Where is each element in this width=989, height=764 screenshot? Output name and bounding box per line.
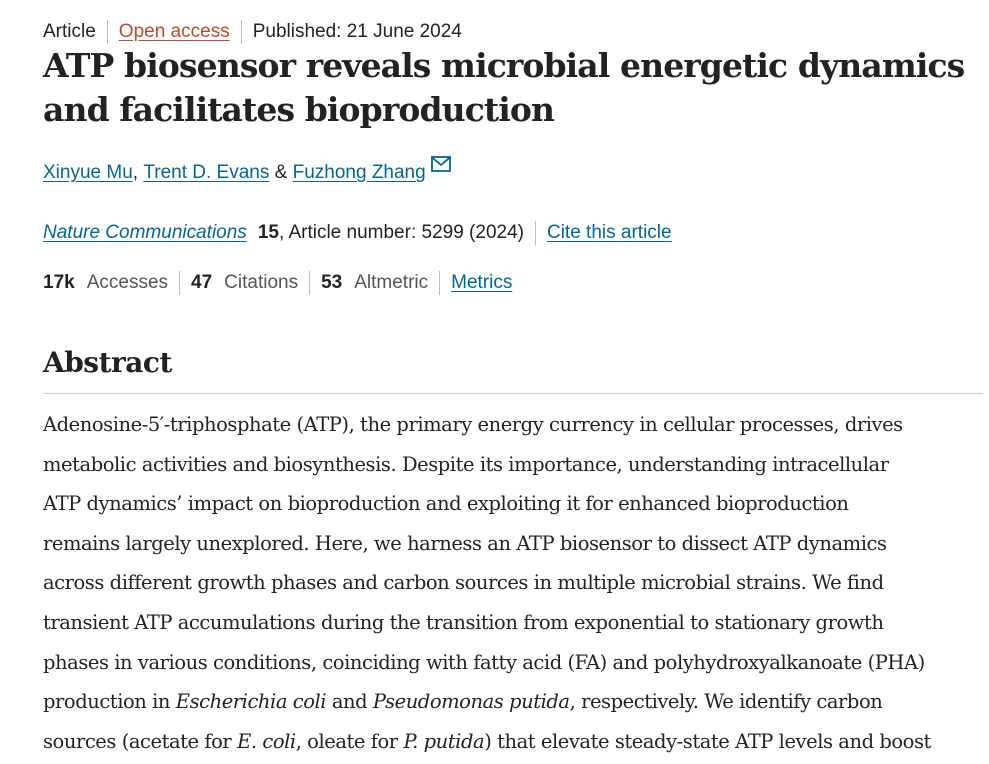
published-date: Published: 21 June 2024 [252,21,462,42]
journal-volume: 15 [257,222,279,243]
accesses-count: 17k [43,272,75,293]
divider [309,271,310,295]
open-access-link[interactable]: Open access [118,21,230,42]
cite-this-article-link[interactable]: Cite this article [546,222,672,243]
abstract-text-run: , respectively. We identify carbon [569,690,883,714]
divider [439,271,440,295]
corresponding-author-link[interactable]: Fuzhong Zhang [292,162,426,183]
divider [107,20,108,44]
abstract-text-run: production in [43,690,176,714]
article-title: ATP biosensor reveals microbial energetic dynamics and facilitates bioproduction [43,46,965,129]
citations-label: Citations [224,272,299,293]
species-name: E. coli [237,729,296,753]
article-meta [43,20,462,44]
abstract-heading: Abstract [43,346,172,379]
section-divider [43,393,983,394]
author-list [43,162,451,184]
article-number: , Article number: 5299 (2024) [278,222,524,243]
abstract-line: transient ATP accumulations during the transition from exponential to stationary growth [43,610,884,634]
species-name: Pseudomonas putida [372,690,570,714]
abstract-text-run: sources (acetate for [43,729,238,753]
abstract-line: ATP dynamics’ impact on bioproduction and exploiting it for enhanced bioproduction [43,492,849,516]
divider [179,271,180,295]
author-link[interactable]: Xinyue Mu [43,162,133,183]
abstract-line: remains largely unexplored. Here, we harness an ATP biosensor to dissect ATP dynamics [43,531,887,555]
species-name: P. putida [403,729,485,753]
species-name: Escherichia coli [175,690,327,714]
abstract-text-run: , oleate for [295,729,404,753]
abstract-line [43,722,978,762]
envelope-icon[interactable] [431,156,451,178]
abstract-text [43,405,978,761]
divider [535,221,536,245]
journal-link[interactable]: Nature Communications [43,222,247,243]
accesses-label: Accesses [86,272,169,293]
author-link[interactable]: Trent D. Evans [143,162,270,183]
divider [241,20,242,44]
author-separator: & [269,162,293,183]
article-type: Article [43,21,96,42]
abstract-line: Adenosine-5′-triphosphate (ATP), the primary energy currency in cellular processes, drives [43,413,903,436]
abstract-text-run: ) that elevate steady-state ATP levels and boost [484,729,931,753]
altmetric-label: Altmetric [354,272,429,293]
abstract-line [43,682,978,722]
abstract-line: metabolic activities and biosynthesis. Despite its importance, understanding intracellular [43,452,889,476]
article-metrics [43,271,512,295]
author-separator: , [132,162,144,183]
abstract-line: across different growth phases and carbon sources in multiple microbial strains. We find [43,571,884,595]
citation-info [43,221,672,245]
altmetric-score: 53 [321,272,343,293]
metrics-link[interactable]: Metrics [451,272,513,293]
abstract-line: phases in various conditions, coinciding with fatty acid (FA) and polyhydroxyalkanoate (PHA) [43,650,925,674]
citations-count: 47 [191,272,213,293]
abstract-text-run: and [326,690,373,714]
